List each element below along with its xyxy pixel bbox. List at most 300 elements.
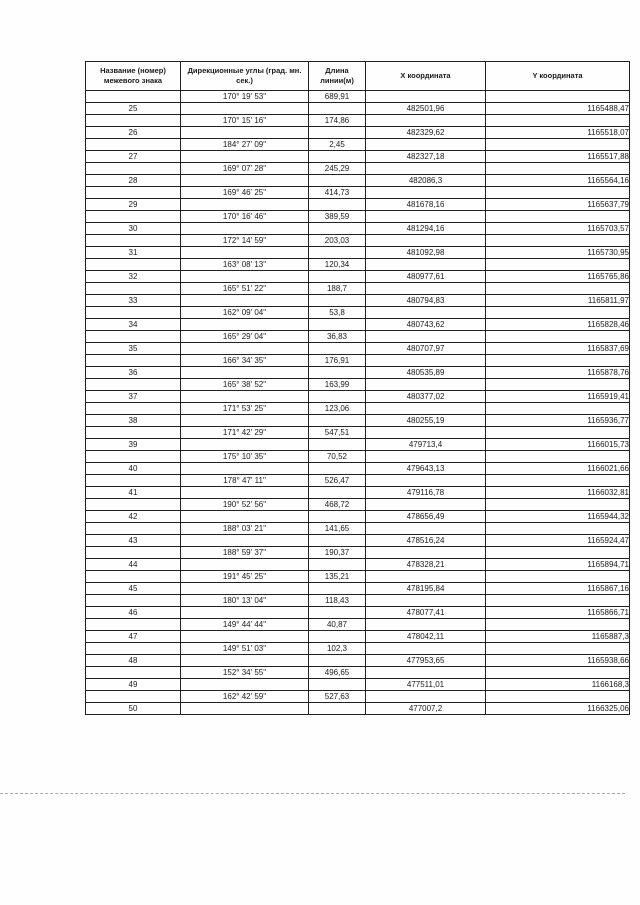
empty-cell <box>366 499 486 511</box>
empty-cell <box>366 427 486 439</box>
angle-cell: 165° 38' 52" <box>181 379 309 391</box>
coordinates-table <box>85 61 630 715</box>
point-number-cell: 43 <box>86 535 181 547</box>
y-coordinate-cell: 1165887,3 <box>486 631 630 643</box>
empty-cell <box>486 475 630 487</box>
empty-cell <box>181 463 309 475</box>
x-coordinate-cell: 480535,89 <box>366 367 486 379</box>
point-number-cell: 30 <box>86 223 181 235</box>
point-row <box>86 559 630 571</box>
point-number-cell: 33 <box>86 295 181 307</box>
empty-cell <box>366 691 486 703</box>
length-cell: 118,43 <box>309 595 366 607</box>
empty-cell <box>366 571 486 583</box>
empty-cell <box>86 691 181 703</box>
length-cell: 70,52 <box>309 451 366 463</box>
x-coordinate-cell: 477007,2 <box>366 703 486 715</box>
empty-cell <box>486 91 630 103</box>
empty-cell <box>486 403 630 415</box>
empty-cell <box>486 571 630 583</box>
angle-cell: 162° 09' 04" <box>181 307 309 319</box>
empty-cell <box>309 223 366 235</box>
angle-cell: 180° 13' 04" <box>181 595 309 607</box>
header-length: Длина линии(м) <box>309 62 366 91</box>
x-coordinate-cell: 481092,98 <box>366 247 486 259</box>
y-coordinate-cell: 1165837,69 <box>486 343 630 355</box>
point-row <box>86 271 630 283</box>
empty-cell <box>486 595 630 607</box>
empty-cell <box>86 475 181 487</box>
segment-row <box>86 547 630 559</box>
segment-row <box>86 499 630 511</box>
point-row <box>86 391 630 403</box>
x-coordinate-cell: 480255,19 <box>366 415 486 427</box>
x-coordinate-cell: 479713,4 <box>366 439 486 451</box>
y-coordinate-cell: 1165936,77 <box>486 415 630 427</box>
point-row <box>86 583 630 595</box>
empty-cell <box>181 487 309 499</box>
empty-cell <box>486 331 630 343</box>
point-number-cell: 41 <box>86 487 181 499</box>
header-name: Название (номер) межевого знака <box>86 62 181 91</box>
empty-cell <box>309 631 366 643</box>
empty-cell <box>366 283 486 295</box>
point-number-cell: 29 <box>86 199 181 211</box>
y-coordinate-cell: 1165878,76 <box>486 367 630 379</box>
angle-cell: 165° 51' 22" <box>181 283 309 295</box>
empty-cell <box>366 355 486 367</box>
empty-cell <box>486 187 630 199</box>
empty-cell <box>486 451 630 463</box>
empty-cell <box>86 91 181 103</box>
empty-cell <box>181 415 309 427</box>
length-cell: 40,87 <box>309 619 366 631</box>
empty-cell <box>366 307 486 319</box>
empty-cell <box>181 511 309 523</box>
x-coordinate-cell: 477953,65 <box>366 655 486 667</box>
y-coordinate-cell: 1165730,95 <box>486 247 630 259</box>
length-cell: 53,8 <box>309 307 366 319</box>
angle-cell: 170° 16' 46" <box>181 211 309 223</box>
y-coordinate-cell: 1165867,16 <box>486 583 630 595</box>
empty-cell <box>309 247 366 259</box>
x-coordinate-cell: 480977,61 <box>366 271 486 283</box>
point-row <box>86 607 630 619</box>
empty-cell <box>486 115 630 127</box>
segment-row <box>86 139 630 151</box>
segment-row <box>86 427 630 439</box>
point-number-cell: 40 <box>86 463 181 475</box>
empty-cell <box>366 187 486 199</box>
empty-cell <box>86 547 181 559</box>
length-cell: 163,99 <box>309 379 366 391</box>
x-coordinate-cell: 482501,96 <box>366 103 486 115</box>
empty-cell <box>309 175 366 187</box>
point-number-cell: 34 <box>86 319 181 331</box>
y-coordinate-cell: 1165517,88 <box>486 151 630 163</box>
angle-cell: 172° 14' 59" <box>181 235 309 247</box>
empty-cell <box>181 343 309 355</box>
empty-cell <box>486 283 630 295</box>
segment-row <box>86 451 630 463</box>
x-coordinate-cell: 479116,78 <box>366 487 486 499</box>
angle-cell: 170° 15' 16" <box>181 115 309 127</box>
empty-cell <box>309 679 366 691</box>
angle-cell: 169° 07' 28" <box>181 163 309 175</box>
empty-cell <box>309 391 366 403</box>
length-cell: 102,3 <box>309 643 366 655</box>
angle-cell: 171° 42' 29" <box>181 427 309 439</box>
angle-cell: 165° 29' 04" <box>181 331 309 343</box>
length-cell: 174,86 <box>309 115 366 127</box>
empty-cell <box>309 535 366 547</box>
length-cell: 496,65 <box>309 667 366 679</box>
y-coordinate-cell: 1165828,46 <box>486 319 630 331</box>
x-coordinate-cell: 478195,84 <box>366 583 486 595</box>
length-cell: 203,03 <box>309 235 366 247</box>
point-number-cell: 25 <box>86 103 181 115</box>
empty-cell <box>486 211 630 223</box>
segment-row <box>86 523 630 535</box>
angle-cell: 170° 19' 53" <box>181 91 309 103</box>
point-number-cell: 36 <box>86 367 181 379</box>
angle-cell: 162° 42' 59" <box>181 691 309 703</box>
empty-cell <box>366 619 486 631</box>
segment-row <box>86 259 630 271</box>
empty-cell <box>486 379 630 391</box>
empty-cell <box>181 199 309 211</box>
point-row <box>86 703 630 715</box>
y-coordinate-cell: 1165924,47 <box>486 535 630 547</box>
y-coordinate-cell: 1165866,71 <box>486 607 630 619</box>
point-number-cell: 44 <box>86 559 181 571</box>
angle-cell: 171° 53' 25" <box>181 403 309 415</box>
point-row <box>86 439 630 451</box>
empty-cell <box>181 535 309 547</box>
y-coordinate-cell: 1166021,66 <box>486 463 630 475</box>
empty-cell <box>86 619 181 631</box>
segment-row <box>86 379 630 391</box>
empty-cell <box>181 607 309 619</box>
scan-fold-line <box>0 793 625 794</box>
x-coordinate-cell: 478516,24 <box>366 535 486 547</box>
y-coordinate-cell: 1165637,79 <box>486 199 630 211</box>
angle-cell: 178° 47' 11" <box>181 475 309 487</box>
empty-cell <box>366 643 486 655</box>
angle-cell: 149° 44' 44" <box>181 619 309 631</box>
header-angle: Дирекционные углы (град. мн. сек.) <box>181 62 309 91</box>
segment-row <box>86 115 630 127</box>
empty-cell <box>366 115 486 127</box>
empty-cell <box>366 403 486 415</box>
empty-cell <box>366 523 486 535</box>
y-coordinate-cell: 1165811,97 <box>486 295 630 307</box>
x-coordinate-cell: 482327,18 <box>366 151 486 163</box>
empty-cell <box>309 487 366 499</box>
empty-cell <box>366 667 486 679</box>
empty-cell <box>486 259 630 271</box>
x-coordinate-cell: 477511,01 <box>366 679 486 691</box>
x-coordinate-cell: 479643,13 <box>366 463 486 475</box>
empty-cell <box>181 223 309 235</box>
empty-cell <box>86 523 181 535</box>
header-y: Y координата <box>486 62 630 91</box>
empty-cell <box>86 403 181 415</box>
empty-cell <box>181 439 309 451</box>
angle-cell: 163° 08' 13" <box>181 259 309 271</box>
empty-cell <box>86 235 181 247</box>
header-x: X координата <box>366 62 486 91</box>
y-coordinate-cell: 1165944,32 <box>486 511 630 523</box>
empty-cell <box>486 355 630 367</box>
point-row <box>86 127 630 139</box>
empty-cell <box>366 139 486 151</box>
length-cell: 188,7 <box>309 283 366 295</box>
empty-cell <box>86 595 181 607</box>
angle-cell: 188° 03' 21" <box>181 523 309 535</box>
x-coordinate-cell: 478328,21 <box>366 559 486 571</box>
point-number-cell: 46 <box>86 607 181 619</box>
empty-cell <box>366 331 486 343</box>
table-body <box>86 91 630 715</box>
angle-cell: 190° 52' 56" <box>181 499 309 511</box>
point-row <box>86 151 630 163</box>
point-number-cell: 28 <box>86 175 181 187</box>
point-row <box>86 511 630 523</box>
segment-row <box>86 595 630 607</box>
empty-cell <box>309 295 366 307</box>
segment-row <box>86 307 630 319</box>
point-row <box>86 367 630 379</box>
x-coordinate-cell: 482329,62 <box>366 127 486 139</box>
segment-row <box>86 355 630 367</box>
length-cell: 176,91 <box>309 355 366 367</box>
point-number-cell: 31 <box>86 247 181 259</box>
empty-cell <box>86 667 181 679</box>
empty-cell <box>309 439 366 451</box>
point-row <box>86 199 630 211</box>
y-coordinate-cell: 1166032,81 <box>486 487 630 499</box>
empty-cell <box>366 211 486 223</box>
y-coordinate-cell: 1165894,71 <box>486 559 630 571</box>
empty-cell <box>309 607 366 619</box>
angle-cell: 169° 46' 25" <box>181 187 309 199</box>
y-coordinate-cell: 1165518,07 <box>486 127 630 139</box>
y-coordinate-cell: 1165938,66 <box>486 655 630 667</box>
empty-cell <box>181 391 309 403</box>
x-coordinate-cell: 480743,62 <box>366 319 486 331</box>
empty-cell <box>309 343 366 355</box>
empty-cell <box>366 451 486 463</box>
empty-cell <box>366 379 486 391</box>
empty-cell <box>86 211 181 223</box>
point-number-cell: 38 <box>86 415 181 427</box>
empty-cell <box>309 415 366 427</box>
empty-cell <box>86 379 181 391</box>
empty-cell <box>181 271 309 283</box>
point-row <box>86 655 630 667</box>
empty-cell <box>309 103 366 115</box>
length-cell: 36,83 <box>309 331 366 343</box>
empty-cell <box>86 283 181 295</box>
angle-cell: 184° 27' 09" <box>181 139 309 151</box>
length-cell: 414,73 <box>309 187 366 199</box>
length-cell: 526,47 <box>309 475 366 487</box>
x-coordinate-cell: 482086,3 <box>366 175 486 187</box>
empty-cell <box>181 679 309 691</box>
empty-cell <box>309 559 366 571</box>
y-coordinate-cell: 1165564,16 <box>486 175 630 187</box>
length-cell: 245,29 <box>309 163 366 175</box>
empty-cell <box>86 499 181 511</box>
empty-cell <box>486 235 630 247</box>
empty-cell <box>309 583 366 595</box>
point-number-cell: 48 <box>86 655 181 667</box>
segment-row <box>86 211 630 223</box>
point-number-cell: 49 <box>86 679 181 691</box>
segment-row <box>86 187 630 199</box>
point-number-cell: 32 <box>86 271 181 283</box>
point-number-cell: 39 <box>86 439 181 451</box>
empty-cell <box>309 367 366 379</box>
point-row <box>86 679 630 691</box>
angle-cell: 152° 34' 55" <box>181 667 309 679</box>
empty-cell <box>486 643 630 655</box>
point-number-cell: 26 <box>86 127 181 139</box>
x-coordinate-cell: 478042,11 <box>366 631 486 643</box>
empty-cell <box>309 319 366 331</box>
empty-cell <box>86 307 181 319</box>
empty-cell <box>366 595 486 607</box>
empty-cell <box>181 703 309 715</box>
length-cell: 190,37 <box>309 547 366 559</box>
empty-cell <box>486 523 630 535</box>
y-coordinate-cell: 1165488,47 <box>486 103 630 115</box>
angle-cell: 188° 59' 37" <box>181 547 309 559</box>
segment-row <box>86 403 630 415</box>
empty-cell <box>309 271 366 283</box>
empty-cell <box>86 451 181 463</box>
x-coordinate-cell: 478077,41 <box>366 607 486 619</box>
length-cell: 2,45 <box>309 139 366 151</box>
empty-cell <box>309 703 366 715</box>
y-coordinate-cell: 1166168,3 <box>486 679 630 691</box>
empty-cell <box>309 127 366 139</box>
empty-cell <box>86 331 181 343</box>
segment-row <box>86 91 630 103</box>
x-coordinate-cell: 480377,02 <box>366 391 486 403</box>
y-coordinate-cell: 1165703,57 <box>486 223 630 235</box>
empty-cell <box>86 355 181 367</box>
y-coordinate-cell: 1165765,86 <box>486 271 630 283</box>
empty-cell <box>309 463 366 475</box>
point-row <box>86 415 630 427</box>
point-row <box>86 319 630 331</box>
point-number-cell: 37 <box>86 391 181 403</box>
length-cell: 123,06 <box>309 403 366 415</box>
segment-row <box>86 235 630 247</box>
empty-cell <box>86 187 181 199</box>
empty-cell <box>486 547 630 559</box>
x-coordinate-cell: 481678,16 <box>366 199 486 211</box>
length-cell: 389,59 <box>309 211 366 223</box>
point-row <box>86 343 630 355</box>
empty-cell <box>486 499 630 511</box>
point-row <box>86 175 630 187</box>
length-cell: 527,63 <box>309 691 366 703</box>
segment-row <box>86 163 630 175</box>
empty-cell <box>86 139 181 151</box>
segment-row <box>86 283 630 295</box>
point-row <box>86 463 630 475</box>
point-number-cell: 47 <box>86 631 181 643</box>
angle-cell: 175° 10' 35" <box>181 451 309 463</box>
empty-cell <box>86 571 181 583</box>
point-row <box>86 631 630 643</box>
empty-cell <box>486 163 630 175</box>
empty-cell <box>486 619 630 631</box>
empty-cell <box>366 475 486 487</box>
empty-cell <box>181 583 309 595</box>
empty-cell <box>486 307 630 319</box>
empty-cell <box>86 259 181 271</box>
empty-cell <box>181 103 309 115</box>
angle-cell: 149° 51' 03" <box>181 643 309 655</box>
table-header-row <box>86 62 630 91</box>
empty-cell <box>366 91 486 103</box>
point-number-cell: 50 <box>86 703 181 715</box>
empty-cell <box>309 511 366 523</box>
length-cell: 468,72 <box>309 499 366 511</box>
angle-cell: 166° 34' 35" <box>181 355 309 367</box>
empty-cell <box>181 175 309 187</box>
empty-cell <box>181 655 309 667</box>
empty-cell <box>181 559 309 571</box>
empty-cell <box>486 427 630 439</box>
empty-cell <box>309 655 366 667</box>
length-cell: 120,34 <box>309 259 366 271</box>
empty-cell <box>181 319 309 331</box>
y-coordinate-cell: 1166325,06 <box>486 703 630 715</box>
point-row <box>86 535 630 547</box>
empty-cell <box>486 691 630 703</box>
empty-cell <box>181 367 309 379</box>
point-row <box>86 487 630 499</box>
x-coordinate-cell: 480707,97 <box>366 343 486 355</box>
segment-row <box>86 643 630 655</box>
empty-cell <box>366 163 486 175</box>
empty-cell <box>309 199 366 211</box>
y-coordinate-cell: 1165919,41 <box>486 391 630 403</box>
segment-row <box>86 571 630 583</box>
point-number-cell: 42 <box>86 511 181 523</box>
segment-row <box>86 331 630 343</box>
x-coordinate-cell: 481294,16 <box>366 223 486 235</box>
x-coordinate-cell: 478656,49 <box>366 511 486 523</box>
length-cell: 689,91 <box>309 91 366 103</box>
empty-cell <box>86 427 181 439</box>
point-number-cell: 45 <box>86 583 181 595</box>
empty-cell <box>86 643 181 655</box>
segment-row <box>86 691 630 703</box>
segment-row <box>86 667 630 679</box>
point-row <box>86 103 630 115</box>
x-coordinate-cell: 480794,83 <box>366 295 486 307</box>
point-number-cell: 27 <box>86 151 181 163</box>
empty-cell <box>366 259 486 271</box>
segment-row <box>86 475 630 487</box>
length-cell: 141,65 <box>309 523 366 535</box>
